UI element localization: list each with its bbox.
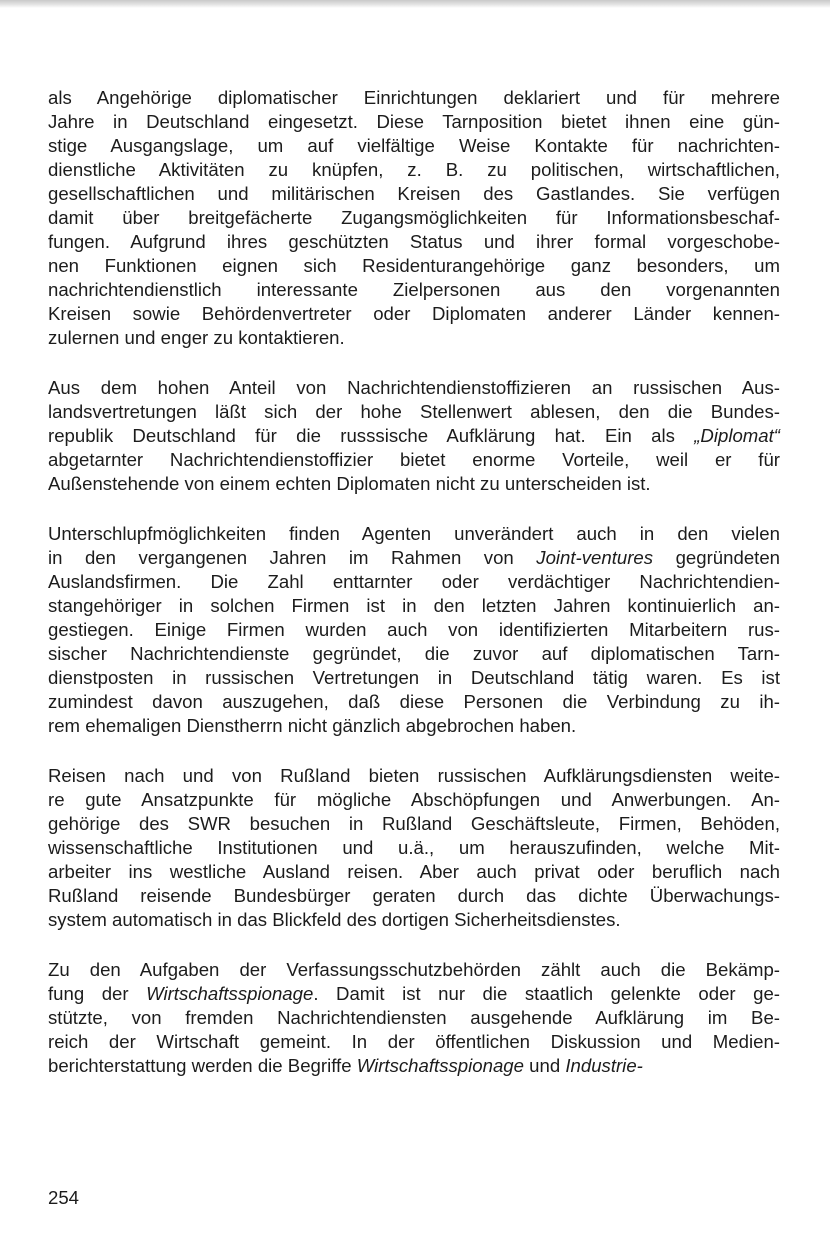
text-run: zumindest davon auszugehen, daß diese Personen die Verbindung zu ih-	[48, 691, 780, 712]
scan-top-edge	[0, 0, 830, 8]
text-run: gehörige des SWR besuchen in Rußland Geschäftsleute, Firmen, Behöden,	[48, 813, 780, 834]
text-line	[48, 376, 780, 400]
text-run: gegründeten	[653, 547, 781, 568]
text-line	[48, 958, 780, 982]
text-line	[48, 86, 780, 110]
text-run: stige Ausgangslage, um auf vielfältige Weise Kontakte für nachrichten-	[48, 135, 780, 156]
text-line	[48, 206, 780, 230]
text-run: gesellschaftlichen und militärischen Kreisen des Gastlandes. Sie verfügen	[48, 183, 780, 204]
text-line	[48, 326, 780, 350]
text-run: Jahre in Deutschland eingesetzt. Diese Tarnposition bietet ihnen eine gün-	[48, 111, 780, 132]
italic-term: „Diplomat“	[694, 425, 780, 446]
text-line	[48, 908, 780, 932]
text-run: stützte, von fremden Nachrichtendiensten ausgehende Aufklärung im Be-	[48, 1007, 780, 1028]
text-line	[48, 764, 780, 788]
text-line	[48, 618, 780, 642]
text-line	[48, 642, 780, 666]
text-run: sischer Nachrichtendienste gegründet, die zuvor auf diplomatischen Tarn-	[48, 643, 780, 664]
text-run: nachrichtendienstlich interessante Zielpersonen aus den vorgenannten	[48, 279, 780, 300]
text-run: Zu den Aufgaben der Verfassungsschutzbehörden zählt auch die Bekämp-	[48, 959, 780, 980]
text-run: wissenschaftliche Institutionen und u.ä., um herauszufinden, welche Mit-	[48, 837, 780, 858]
italic-term: Industrie-	[565, 1055, 643, 1076]
text-run: und	[523, 1055, 566, 1076]
body-paragraph	[48, 958, 780, 1078]
text-run: system automatisch in das Blickfeld des dortigen Sicherheitsdienstes.	[48, 909, 621, 930]
text-run: Außenstehende von einem echten Diplomaten nicht zu unterscheiden ist.	[48, 473, 651, 494]
italic-term: Joint-ventures	[536, 547, 654, 568]
text-line	[48, 158, 780, 182]
text-run: abgetarnter Nachrichtendienstoffizier bietet enorme Vorteile, weil er für	[48, 449, 780, 470]
text-run: als Angehörige diplomatischer Einrichtungen deklariert und für mehrere	[48, 87, 780, 108]
page-number: 254	[48, 1187, 80, 1208]
text-line	[48, 278, 780, 302]
text-run: landsvertretungen läßt sich der hohe Stellenwert ablesen, den die Bundes-	[48, 401, 780, 422]
text-run: Reisen nach und von Rußland bieten russischen Aufklärungsdiensten weite-	[48, 765, 780, 786]
text-line	[48, 448, 780, 472]
text-run: Aus dem hohen Anteil von Nachrichtendienstoffizieren an russischen Aus-	[48, 377, 780, 398]
text-line	[48, 1030, 780, 1054]
document-page	[48, 86, 780, 1104]
text-line	[48, 690, 780, 714]
text-line	[48, 522, 780, 546]
text-run: Kreisen sowie Behördenvertreter oder Diplomaten anderer Länder kennen-	[48, 303, 780, 324]
text-run: Unterschlupfmöglichkeiten finden Agenten unverändert auch in den vielen	[48, 523, 780, 544]
text-run: damit über breitgefächerte Zugangsmöglichkeiten für Informationsbeschaf-	[48, 207, 780, 228]
body-paragraph	[48, 522, 780, 738]
text-line	[48, 1054, 780, 1078]
text-line	[48, 110, 780, 134]
text-line	[48, 836, 780, 860]
text-run: stangehöriger in solchen Firmen ist in den letzten Jahren kontinuierlich an-	[48, 595, 780, 616]
text-line	[48, 594, 780, 618]
text-line	[48, 1006, 780, 1030]
text-line	[48, 788, 780, 812]
text-run: dienstposten in russischen Vertretungen in Deutschland tätig waren. Es ist	[48, 667, 780, 688]
text-run: arbeiter ins westliche Ausland reisen. Aber auch privat oder beruflich nach	[48, 861, 780, 882]
text-run: in den vergangenen Jahren im Rahmen von	[48, 547, 537, 568]
text-run: Rußland reisende Bundesbürger geraten durch das dichte Überwachungs-	[48, 885, 780, 906]
text-run: re gute Ansatzpunkte für mögliche Abschöpfungen und Anwerbungen. An-	[48, 789, 780, 810]
text-line	[48, 884, 780, 908]
text-line	[48, 666, 780, 690]
text-run: fungen. Aufgrund ihres geschützten Status und ihrer formal vorgeschobe-	[48, 231, 780, 252]
text-line	[48, 714, 780, 738]
text-run: Auslandsfirmen. Die Zahl enttarnter oder verdächtiger Nachrichtendien-	[48, 571, 780, 592]
text-line	[48, 546, 780, 570]
italic-term: Wirtschaftsspionage	[146, 983, 314, 1004]
text-line	[48, 860, 780, 884]
text-run: gestiegen. Einige Firmen wurden auch von identifizierten Mitarbeitern rus-	[48, 619, 780, 640]
text-line	[48, 254, 780, 278]
text-run: reich der Wirtschaft gemeint. In der öffentlichen Diskussion und Medien-	[48, 1031, 780, 1052]
text-line	[48, 570, 780, 594]
body-paragraph	[48, 764, 780, 932]
text-run: republik Deutschland für die russsische Aufklärung hat. Ein als	[48, 425, 695, 446]
text-run: rem ehemaligen Dienstherrn nicht gänzlich abgebrochen haben.	[48, 715, 577, 736]
body-paragraph	[48, 376, 780, 496]
text-line	[48, 182, 780, 206]
text-line	[48, 230, 780, 254]
body-paragraph	[48, 86, 780, 350]
text-run: nen Funktionen eignen sich Residenturangehörige ganz besonders, um	[48, 255, 780, 276]
text-line	[48, 134, 780, 158]
italic-term: Wirtschaftsspionage	[356, 1055, 524, 1076]
text-run: . Damit ist nur die staatlich gelenkte oder ge-	[313, 983, 780, 1004]
text-line	[48, 424, 780, 448]
text-run: berichterstattung werden die Begriffe	[48, 1055, 357, 1076]
text-line	[48, 400, 780, 424]
text-run: fung der	[48, 983, 147, 1004]
text-line	[48, 982, 780, 1006]
text-line	[48, 812, 780, 836]
text-line	[48, 302, 780, 326]
text-run: zulernen und enger zu kontaktieren.	[48, 327, 345, 348]
text-line	[48, 472, 780, 496]
text-run: dienstliche Aktivitäten zu knüpfen, z. B. zu politischen, wirtschaftlichen,	[48, 159, 780, 180]
